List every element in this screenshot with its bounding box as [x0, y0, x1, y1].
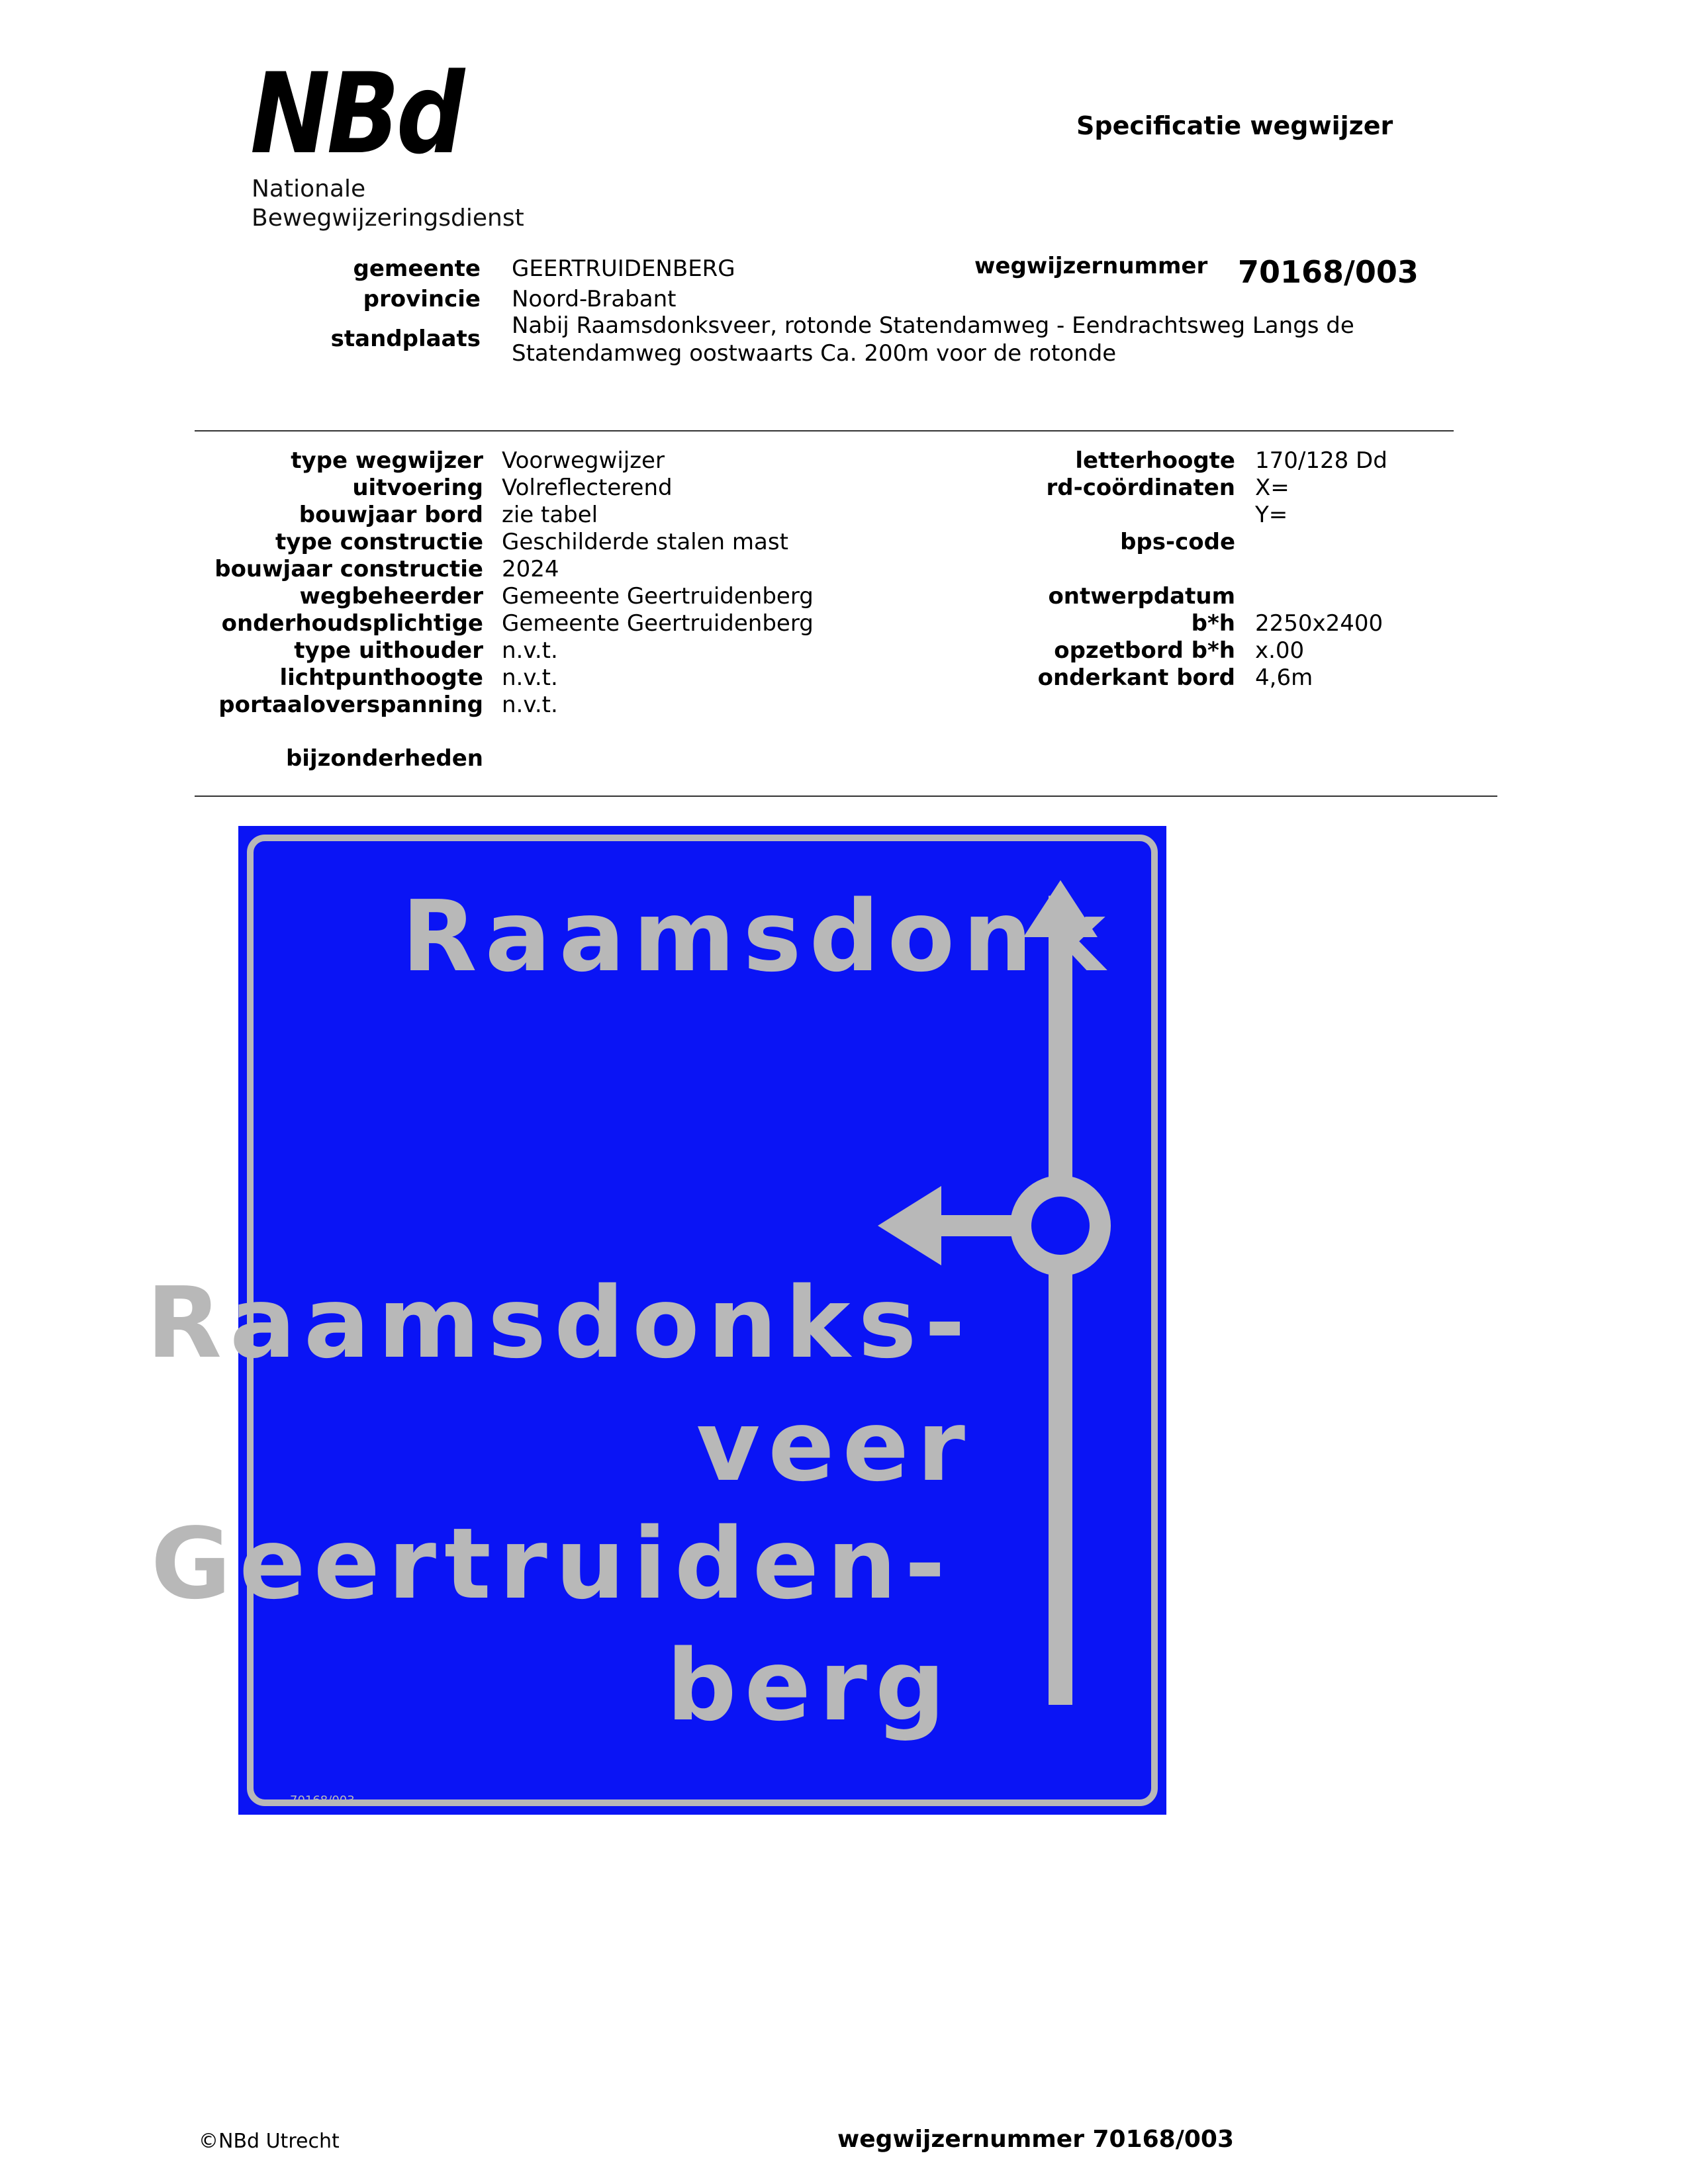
rd-y-value: Y= [1255, 502, 1288, 528]
bijzonderheden-label: bijzonderheden [285, 745, 483, 772]
dest-geertruidenberg-2: berg [666, 1629, 953, 1743]
letterhoogte-label: letterhoogte [1075, 447, 1235, 474]
road-sign [146, 826, 1166, 1815]
specs-right-labels [927, 447, 1235, 691]
footer-copyright: ©NBd Utrecht [199, 2130, 340, 2153]
spec-value: n.v.t. [502, 692, 558, 718]
spec-value: Geschilderde stalen mast [502, 529, 788, 555]
standplaats-label: standplaats [330, 326, 481, 352]
spec-value: Voorwegwijzer [502, 447, 665, 474]
wegwijzernummer-value: 70168/003 [1238, 254, 1419, 290]
onderkant-bord-value: 4,6m [1255, 664, 1313, 691]
spec-label: uitvoering [352, 475, 483, 501]
standplaats-line-2: Statendamweg oostwaarts Ca. 200m voor de rotonde [512, 340, 1117, 367]
provincie-label: provincie [363, 286, 481, 312]
nbd-logo-wordmark: NBd [250, 49, 461, 179]
logo-line-1: Nationale [252, 175, 366, 203]
spec-value: n.v.t. [502, 637, 558, 664]
bh-label: b*h [1191, 610, 1235, 637]
spec-label: type constructie [275, 529, 483, 555]
rd-coordinaten-label: rd-coördinaten [1046, 475, 1235, 501]
specs-left-values [502, 447, 965, 725]
wegwijzernummer-label: wegwijzernummer [974, 253, 1208, 279]
onderkant-bord-label: onderkant bord [1037, 664, 1235, 691]
spec-value: 2024 [502, 556, 559, 582]
spec-label: portaaloverspanning [218, 692, 483, 718]
provincie-value: Noord-Brabant [512, 286, 677, 312]
logo-line-2: Bewegwijzeringsdienst [252, 205, 524, 232]
footer-wegwijzernummer: wegwijzernummer 70168/003 [837, 2126, 1235, 2153]
specs-right-values [1255, 447, 1520, 691]
dest-raamsdonk: Raamsdonk [401, 880, 1113, 993]
arrow-stem [1049, 934, 1072, 1705]
dest-geertruidenberg-1: Geertruiden- [150, 1507, 953, 1621]
divider-bottom [195, 796, 1497, 797]
spec-value: zie tabel [502, 502, 598, 528]
spec-label: lichtpunthoogte [279, 664, 483, 691]
specs-left [0, 447, 483, 778]
spec-value: Gemeente Geertruidenberg [502, 583, 814, 610]
road-sign-graphic [146, 826, 1166, 1815]
spec-value: Volreflecterend [502, 475, 673, 501]
opzetbord-value: x.00 [1255, 637, 1305, 664]
spec-label: wegbeheerder [299, 583, 483, 610]
spec-label: bouwjaar bord [299, 502, 483, 528]
document-title: Specificatie wegwijzer [1076, 111, 1393, 140]
bh-value: 2250x2400 [1255, 610, 1383, 637]
gemeente-label: gemeente [353, 255, 481, 282]
spec-label: onderhoudsplichtige [221, 610, 483, 637]
divider-top [195, 430, 1454, 432]
arrow-left-stem [940, 1215, 1022, 1236]
dest-raamsdonksveer-1: Raamsdonks- [146, 1266, 973, 1380]
spec-value: n.v.t. [502, 664, 558, 691]
rd-x-value: X= [1255, 475, 1289, 501]
standplaats-line-1: Nabij Raamsdonksveer, rotonde Statendamweg - Eendrachtsweg Langs de [512, 312, 1354, 339]
sign-code: 70168/003 [290, 1794, 355, 1807]
spec-value: Gemeente Geertruidenberg [502, 610, 814, 637]
ontwerpdatum-label: ontwerpdatum [1048, 583, 1235, 610]
spec-label: bouwjaar constructie [214, 556, 483, 582]
opzetbord-label: opzetbord b*h [1054, 637, 1235, 664]
spec-label: type uithouder [294, 637, 483, 664]
spec-label: type wegwijzer [291, 447, 483, 474]
dest-raamsdonksveer-2: veer [696, 1389, 973, 1503]
roundabout-icon [1021, 1186, 1100, 1265]
bps-code-label: bps-code [1120, 529, 1235, 555]
gemeente-value: GEERTRUIDENBERG [512, 255, 735, 282]
letterhoogte-value: 170/128 Dd [1255, 447, 1387, 474]
